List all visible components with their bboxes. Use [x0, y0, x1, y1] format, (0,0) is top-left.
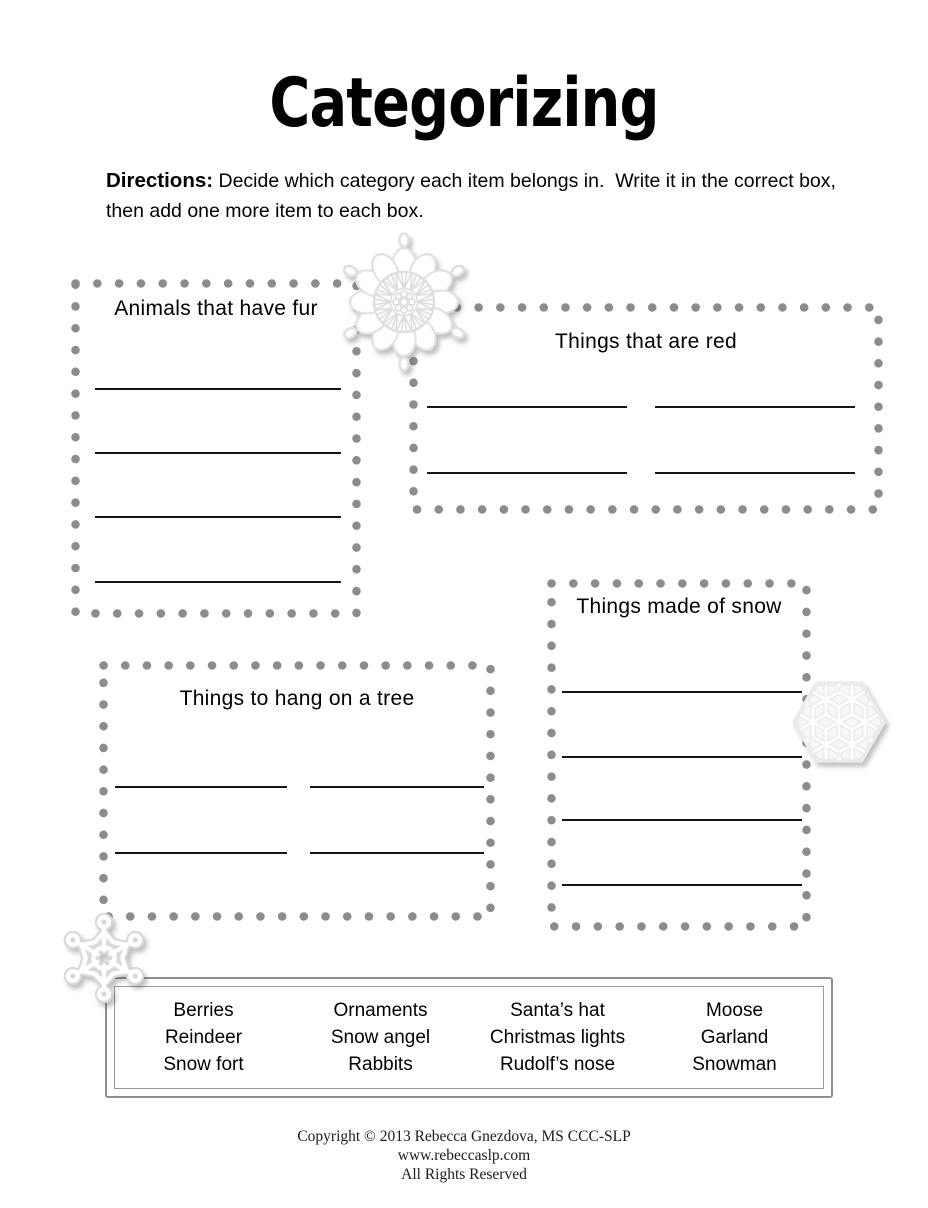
writing-line: [115, 786, 287, 788]
doily-snowflake-icon: [330, 228, 478, 376]
word-bank-item: Snowman: [692, 1053, 777, 1075]
category-box-things-that-are-red: [408, 302, 884, 515]
dotted-border: [70, 278, 362, 619]
word-bank-column: [646, 987, 823, 1088]
writing-line: [95, 516, 341, 518]
word-bank-item: Berries: [173, 999, 234, 1021]
word-bank-item: Garland: [700, 1026, 769, 1048]
word-bank-item: Ornaments: [333, 999, 428, 1021]
word-bank-item: Rudolf’s nose: [499, 1053, 616, 1075]
word-bank-item: Moose: [705, 999, 764, 1021]
writing-line: [562, 884, 802, 886]
footer-website: www.rebeccaslp.com: [397, 1147, 531, 1164]
category-label: Things to hang on a tree: [179, 687, 415, 710]
writing-line: [562, 691, 802, 693]
word-bank-column: [469, 987, 646, 1088]
word-bank-item: Christmas lights: [489, 1026, 626, 1048]
category-label: Things made of snow: [576, 595, 782, 618]
directions: [106, 166, 848, 226]
six-point-snowflake-icon: [56, 910, 152, 1006]
word-bank-item: Snow fort: [163, 1053, 244, 1075]
word-bank-column: [292, 987, 469, 1088]
writing-line: [95, 581, 341, 583]
hex-lace-snowflake-icon: [789, 672, 889, 772]
footer-copyright: Copyright © 2013 Rebecca Gnezdova, MS CCC-SLP: [297, 1128, 631, 1145]
writing-line: [562, 819, 802, 821]
directions-label: Directions:: [106, 169, 214, 192]
page-title: Categorizing: [269, 64, 659, 143]
writing-line: [115, 852, 287, 854]
word-bank-item: Reindeer: [164, 1026, 243, 1048]
category-label: Things that are red: [555, 330, 737, 353]
footer-rights: All Rights Reserved: [401, 1166, 527, 1183]
writing-line: [655, 472, 855, 474]
word-bank-item: Santa’s hat: [510, 999, 605, 1021]
writing-line: [95, 452, 341, 454]
category-box-things-made-of-snow: [546, 578, 812, 932]
word-bank-item: Snow angel: [330, 1026, 431, 1048]
directions-text: Decide which category each item belongs in. Write it in the correct box, then add one more item to each box.: [106, 170, 842, 222]
writing-line: [310, 852, 484, 854]
word-bank: [105, 977, 833, 1098]
writing-line: [655, 406, 855, 408]
footer: [0, 1127, 928, 1184]
word-bank-item: Rabbits: [348, 1053, 413, 1075]
writing-line: [562, 756, 802, 758]
writing-line: [427, 406, 627, 408]
category-box-animals-that-have-fur: [70, 278, 362, 619]
category-box-things-to-hang-on-a-tree: [98, 660, 496, 922]
category-label: Animals that have fur: [114, 297, 318, 320]
writing-line: [310, 786, 484, 788]
dotted-border: [546, 578, 812, 932]
word-bank-columns: [115, 987, 823, 1088]
writing-line: [427, 472, 627, 474]
writing-line: [95, 388, 341, 390]
